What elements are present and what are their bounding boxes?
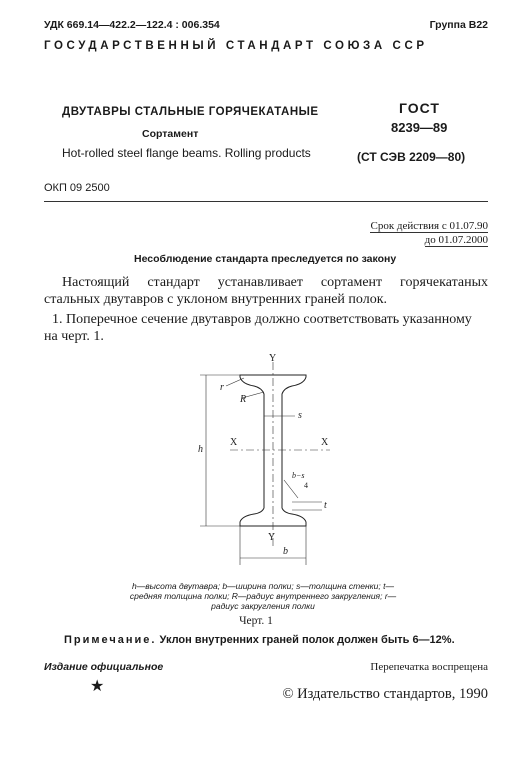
note [64, 634, 455, 646]
header-divider [44, 201, 488, 202]
y-axis-label-top: Y [269, 353, 277, 364]
validity-from [370, 220, 488, 232]
validity-from-text: Срок действия с 01.07.90 [370, 220, 488, 232]
note-label: Примечание. [64, 634, 157, 646]
document-title-ru: ДВУТАВРЫ СТАЛЬНЫЕ ГОРЯЧЕКАТАНЫЕ [62, 106, 319, 118]
udk-code: УДК 669.14—422.2—122.4 : 006.354 [44, 19, 220, 31]
document-title-en: Hot-rolled steel flange beams. Rolling products [62, 146, 311, 160]
s-label: s [298, 410, 302, 421]
r-small-label: r [220, 382, 224, 393]
x-axis-label-right: X [321, 437, 329, 448]
star-icon: ★ [90, 678, 105, 695]
y-axis-label-bottom: Y [268, 532, 276, 543]
paragraph-intro-text: Настоящий стандарт устанавливает сортамент горячекатаных стальных двутавров с уклоном внутренних граней полок. [44, 275, 488, 307]
r-big-label: R [240, 394, 247, 405]
reprint-prohibited: Перепечатка воспрещена [370, 661, 488, 673]
paragraph-clause-1 [44, 311, 488, 345]
validity-to [425, 234, 488, 246]
figure-caption: h—высота двутавра; b—ширина полки; s—толщина стенки; t—средняя толщина полки; R—радиус внутреннего закругления; r—радиус закругления полки [129, 581, 397, 611]
okp-code: ОКП 09 2500 [44, 182, 110, 194]
paragraph-clause-1-text: 1. Поперечное сечение двутавров должно соответствовать указанному на черт. 1. [44, 312, 472, 344]
i-beam-cross-section-drawing [180, 350, 370, 580]
x-axis-label-left: X [230, 437, 238, 448]
paragraph-intro [44, 274, 488, 308]
figure-label: Черт. 1 [239, 615, 273, 627]
gost-label: ГОСТ [399, 100, 440, 116]
t-label: t [324, 500, 327, 511]
h-label: h [198, 444, 203, 455]
four-label: 4 [304, 481, 308, 490]
b-label: b [283, 546, 288, 557]
group-code: Группа В22 [429, 19, 488, 31]
law-notice: Несоблюдение стандарта преследуется по закону [134, 253, 397, 265]
note-text: Уклон внутренних граней полок должен быть 6—12%. [159, 634, 455, 646]
b-minus-s-label: b−s [292, 471, 305, 480]
state-standard-heading: ГОСУДАРСТВЕННЫЙ СТАНДАРТ СОЮЗА ССР [44, 40, 428, 52]
gost-number: 8239—89 [391, 120, 448, 135]
copyright: © Издательство стандартов, 1990 [282, 686, 488, 702]
sev-reference: (СТ СЭВ 2209—80) [357, 150, 466, 164]
validity-to-text: до 01.07.2000 [424, 234, 488, 246]
document-subtitle: Сортамент [142, 128, 199, 140]
official-edition: Издание официальное [44, 661, 164, 673]
